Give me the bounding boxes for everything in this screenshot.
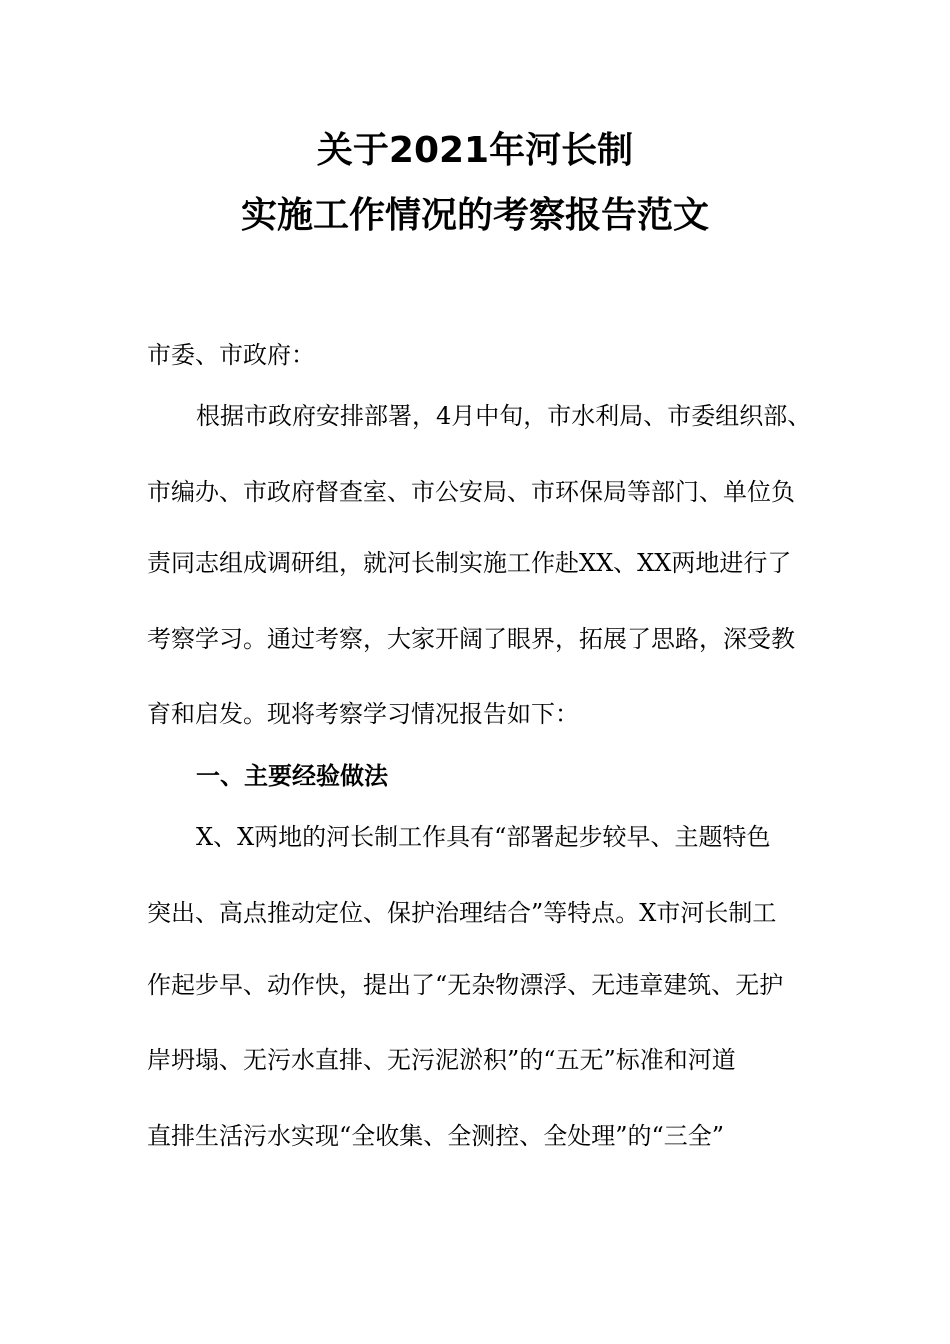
paragraph-1-line-5: 育和启发。现将考察学习情况报告如下： [147, 700, 579, 728]
paragraph-2-line-5: 直排生活污水实现“全收集、全测控、全处理”的“三全” [147, 1122, 725, 1150]
paragraph-1-line-4: 考察学习。通过考察，大家开阔了眼界，拓展了思路，深受教 [147, 625, 795, 653]
paragraph-1-line-3: 责同志组成调研组，就河长制实施工作赴XX、XX两地进行了 [147, 549, 792, 577]
paragraph-1-line-1: 根据市政府安排部署，4月中旬，市水利局、市委组织部、 [196, 402, 812, 430]
document-title-line-1: 关于2021年河长制 [316, 130, 634, 171]
paragraph-2-line-4: 岸坍塌、无污水直排、无污泥淤积”的“五无”标准和河道 [147, 1046, 736, 1074]
paragraph-2-line-1: X、X两地的河长制工作具有“部署起步较早、主题特色 [196, 823, 771, 851]
paragraph-2-line-2: 突出、高点推动定位、保护治理结合”等特点。X市河长制工 [147, 899, 777, 927]
paragraph-2-line-3: 作起步早、动作快，提出了“无杂物漂浮、无违章建筑、无护 [147, 971, 784, 999]
paragraph-1-line-2: 市编办、市政府督查室、市公安局、市环保局等部门、单位负 [147, 478, 795, 506]
document-title-line-2: 实施工作情况的考察报告范文 [240, 195, 709, 236]
salutation: 市委、市政府： [147, 341, 315, 369]
section-heading-1: 一、主要经验做法 [196, 762, 388, 790]
